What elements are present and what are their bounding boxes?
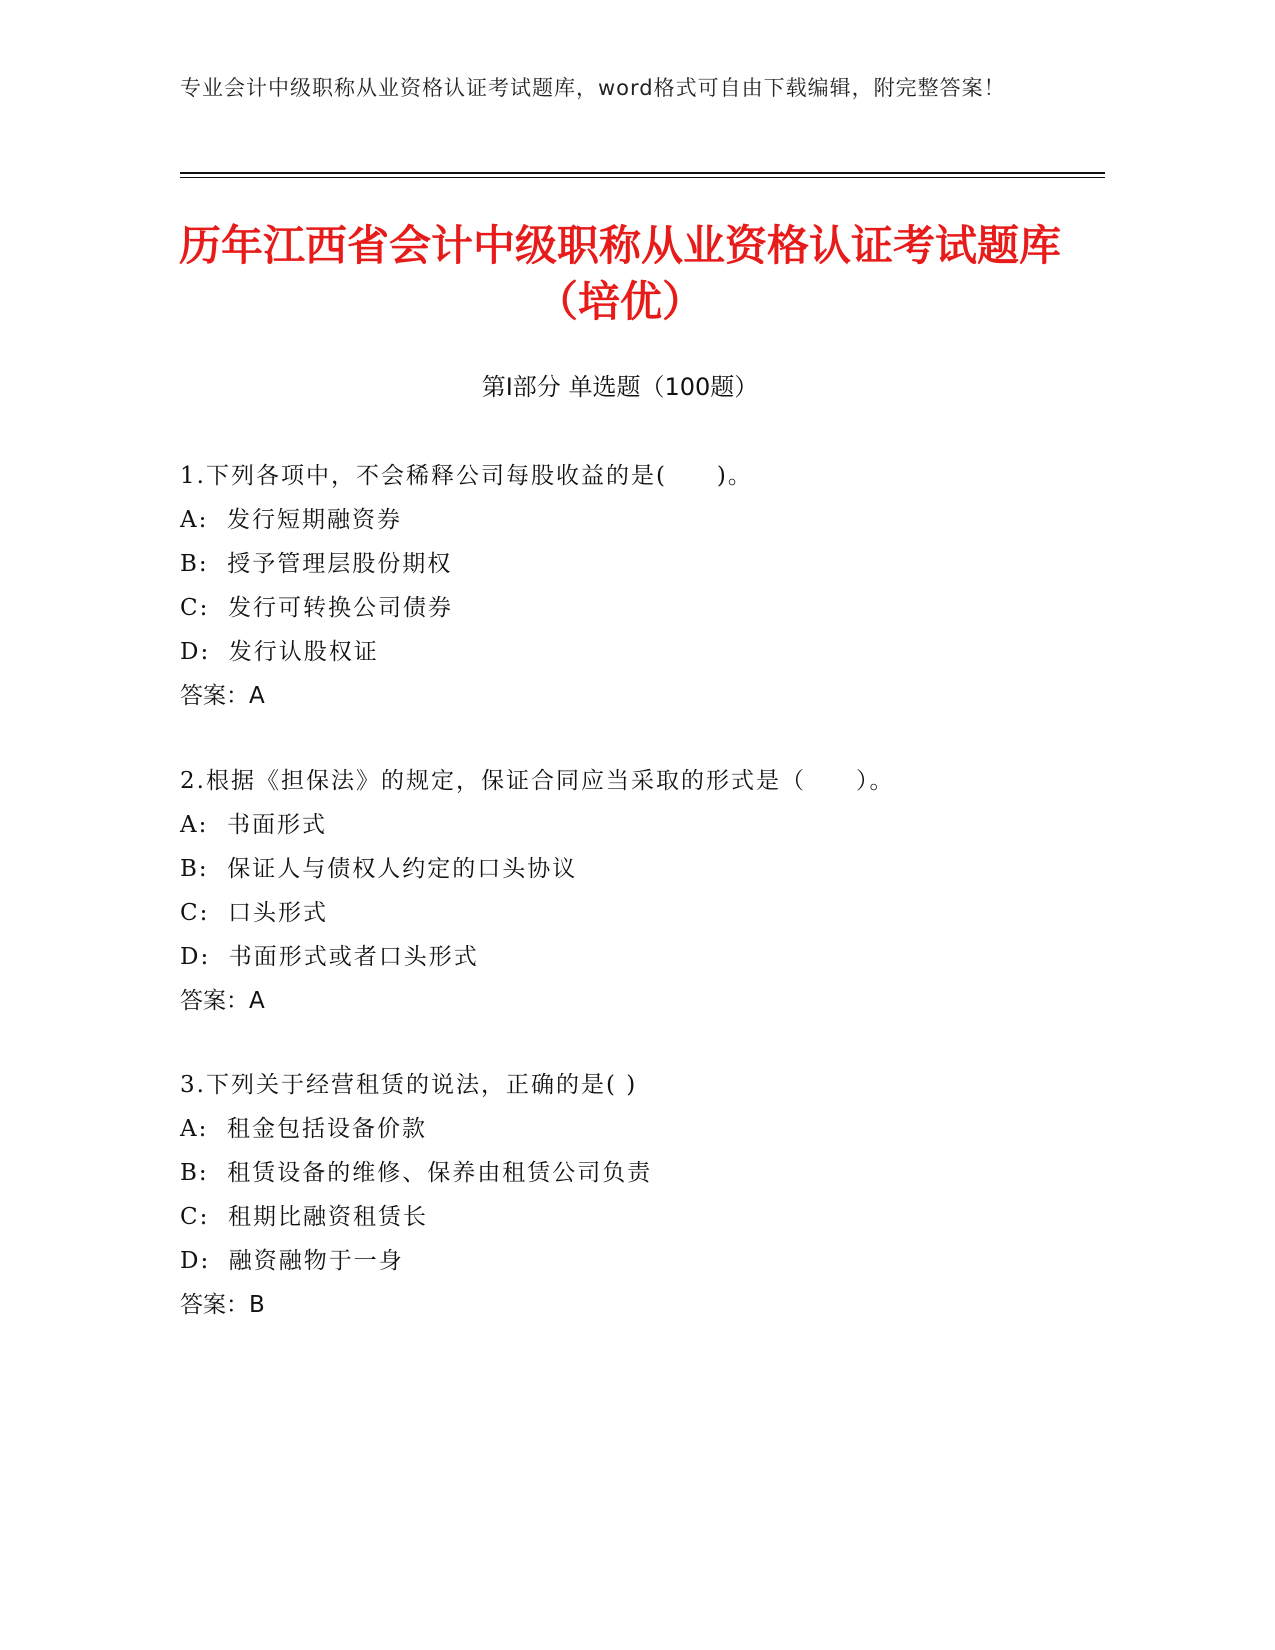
option-b: B: 保证人与债权人约定的口头协议 bbox=[180, 856, 578, 882]
question-1 bbox=[180, 454, 1080, 718]
option-c: C: 口头形式 bbox=[180, 900, 328, 926]
option-a: A: 书面形式 bbox=[180, 812, 327, 838]
option-a: A: 租金包括设备价款 bbox=[180, 1116, 427, 1142]
option-d: D: 融资融物于一身 bbox=[180, 1248, 404, 1274]
header-divider-thick bbox=[180, 172, 1105, 174]
header-divider-thin bbox=[180, 177, 1105, 178]
question-2 bbox=[180, 759, 1080, 1023]
question-3 bbox=[180, 1063, 1080, 1327]
section-title: 第Ⅰ部分 单选题（100题） bbox=[481, 373, 759, 401]
option-c: C: 发行可转换公司债券 bbox=[180, 595, 453, 621]
answer: 答案：B bbox=[180, 1292, 265, 1318]
header-note: 专业会计中级职称从业资格认证考试题库，word格式可自由下载编辑，附完整答案！ bbox=[180, 76, 1006, 100]
option-b: B: 租赁设备的维修、保养由租赁公司负责 bbox=[180, 1160, 653, 1186]
option-b: B: 授予管理层股份期权 bbox=[180, 551, 453, 577]
question-stem: 3.下列关于经营租赁的说法，正确的是( ) bbox=[180, 1072, 638, 1098]
answer: 答案：A bbox=[180, 988, 265, 1014]
option-c: C: 租期比融资租赁长 bbox=[180, 1204, 428, 1230]
answer: 答案：A bbox=[180, 683, 265, 709]
option-d: D: 发行认股权证 bbox=[180, 639, 379, 665]
option-a: A: 发行短期融资券 bbox=[180, 507, 402, 533]
option-d: D: 书面形式或者口头形式 bbox=[180, 944, 479, 970]
document-title: 历年江西省会计中级职称从业资格认证考试题库（培优） bbox=[178, 221, 1061, 326]
question-stem: 1.下列各项中，不会稀释公司每股收益的是( )。 bbox=[180, 463, 753, 489]
question-stem: 2.根据《担保法》的规定，保证合同应当采取的形式是（ ）。 bbox=[180, 768, 895, 794]
